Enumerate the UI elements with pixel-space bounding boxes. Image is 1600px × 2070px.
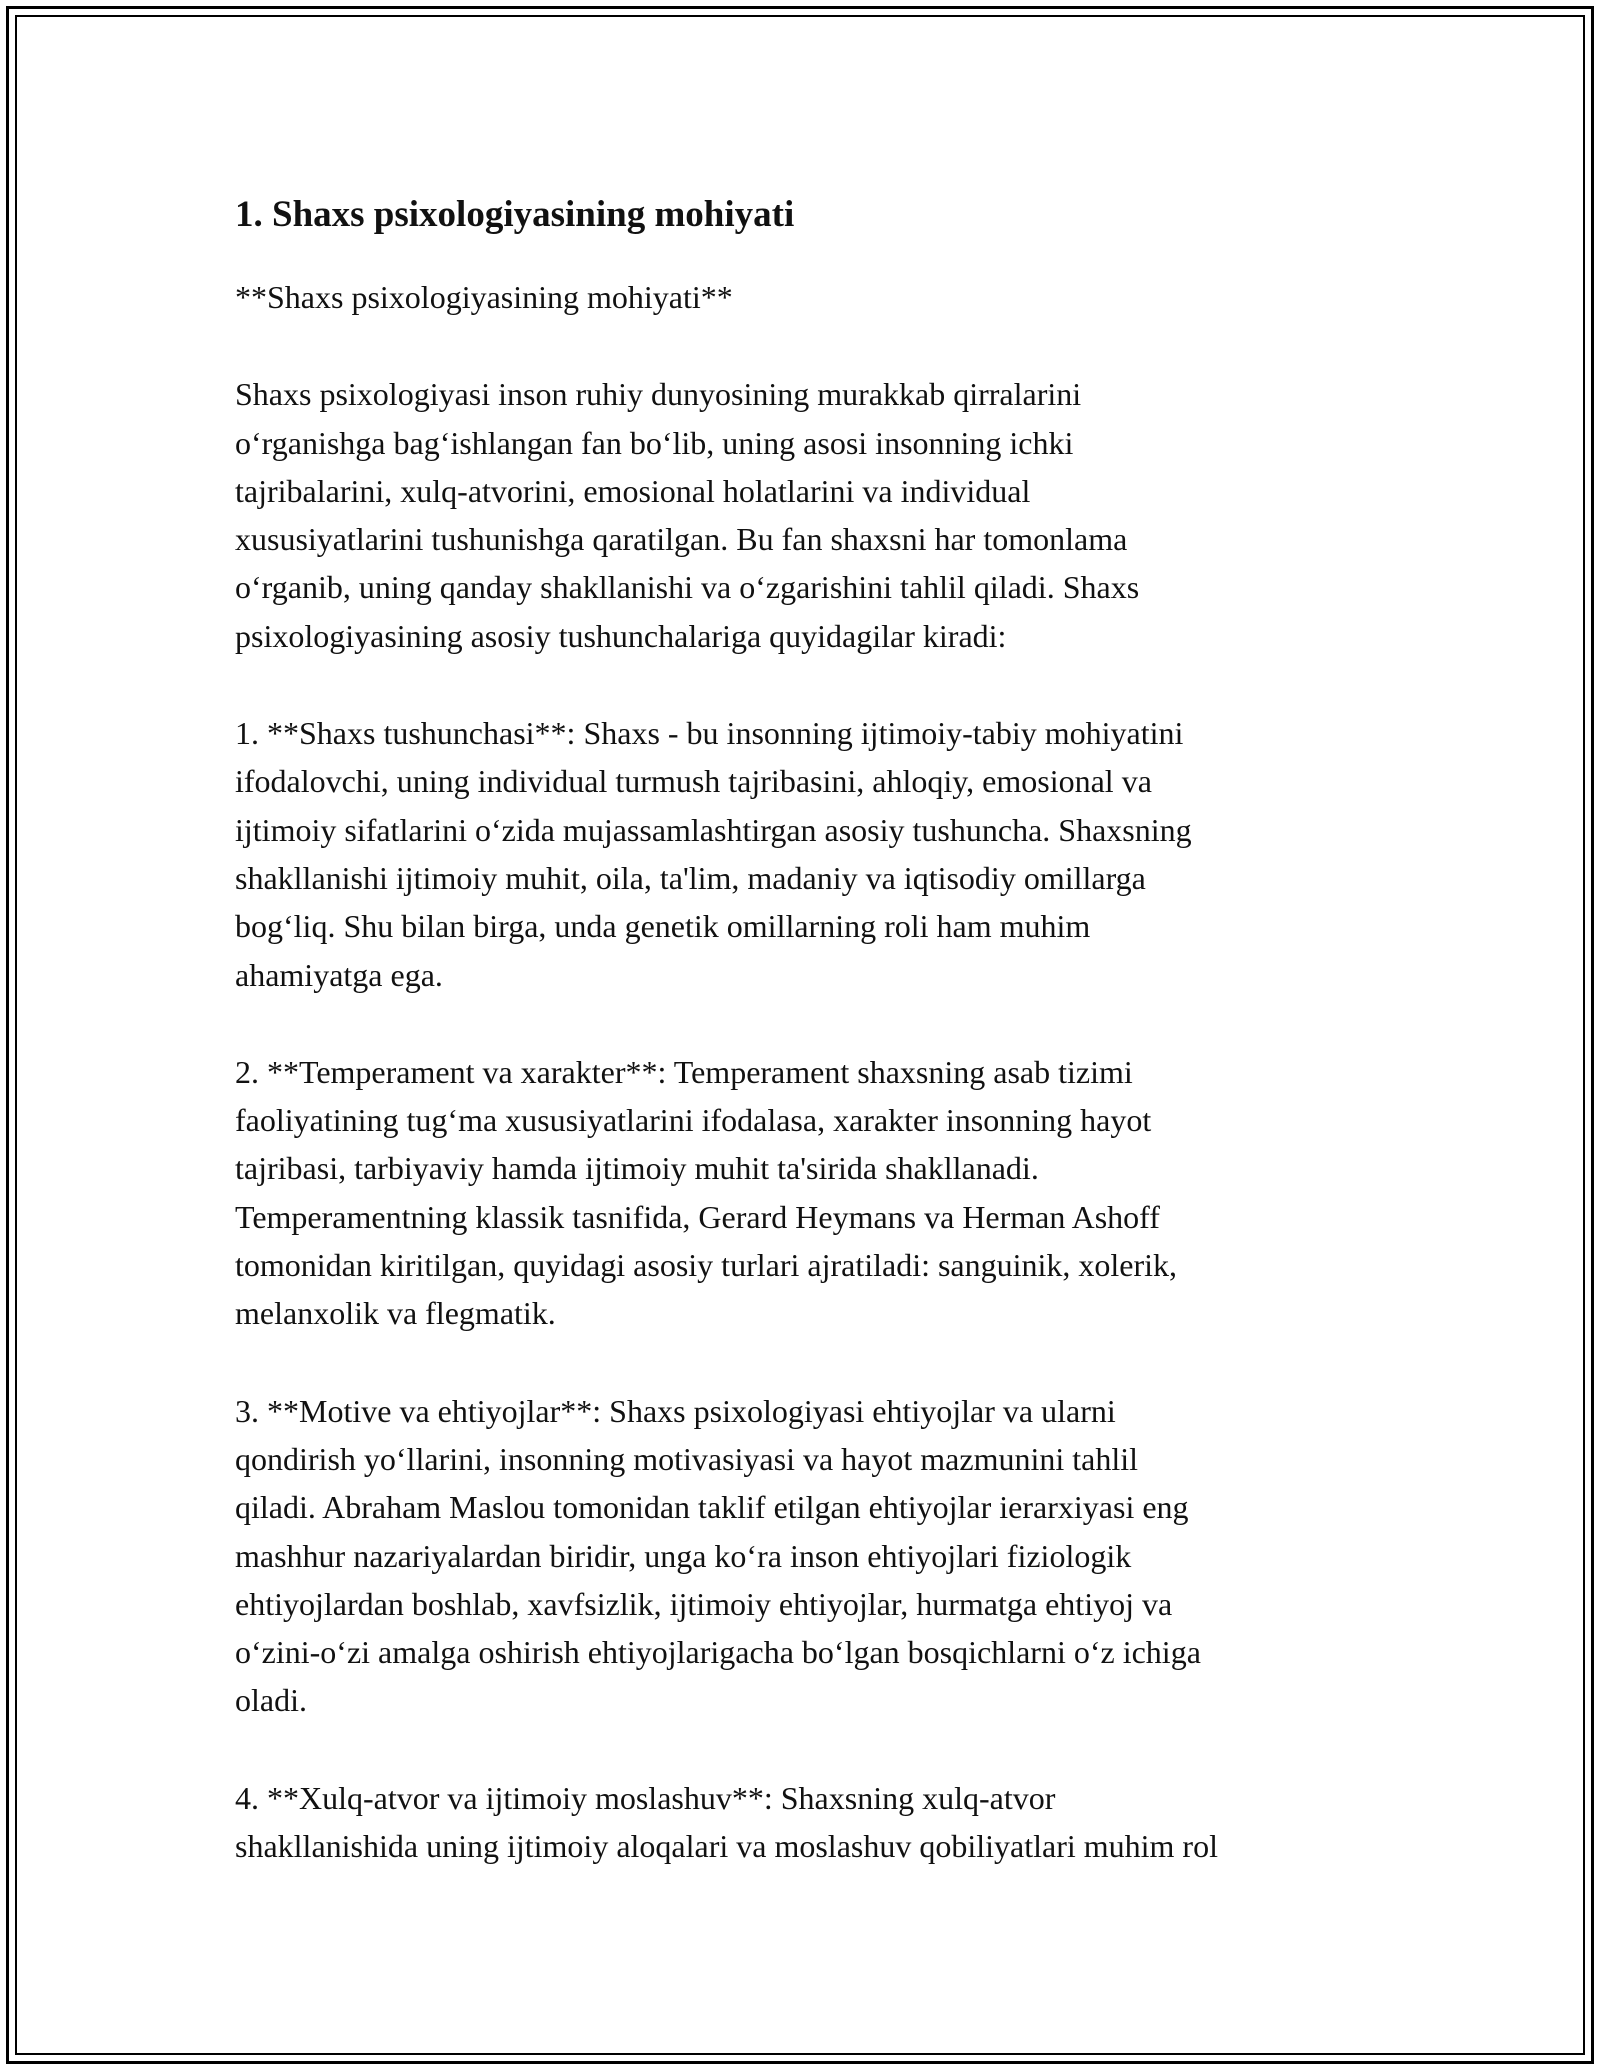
list-item-temperament: 2. **Temperament va xarakter**: Temperament shaxsning asab tizimi faoliyatining tug‘ma xususiyatlarini ifodalasa, xarakter insonning hayot tajribasi, tarbiyaviy hamda ijtimoiy muhit ta'sirida shakllanadi. Temperamentning klassik tasnifida, Gerard Heymans va Herman Ashoff tomonidan kiritilgan, quyidagi asosiy turlari ajratiladi: sanguinik, xolerik, melanxolik va flegmatik. [235,1053,1178,1332]
intro-paragraph: Shaxs psixologiyasi inson ruhiy dunyosining murakkab qirralarini o‘rganishga bag‘ishlangan fan bo‘lib, uning asosi insonning ichki tajribalarini, xulq-atvorini, emosional holatlarini va individual xususiyatlarini tushunishga qaratilgan. Bu fan shaxsni har tomonlama o‘rganib, uning qanday shakllanishi va o‘zgarishini tahlil qiladi. Shaxs psixologiyasining asosiy tushunchalariga quyidagilar kiradi: [235,376,1140,654]
list-item-shaxs-tushunchasi: 1. **Shaxs tushunchasi**: Shaxs - bu insonning ijtimoiy-tabiy mohiyatini ifodalovchi, uning individual turmush tajribasini, ahloqiy, emosional va ijtimoiy sifatlarini o‘zida mujassamlashtirgan asosiy tushuncha. Shaxsning shakllanishi ijtimoiy muhit, oila, ta'lim, madaniy va iqtisodiy omillarga bog‘liq. Shu bilan birga, unda genetik omillarning roli ham muhim ahamiyatga ega. [235,715,1192,993]
section-heading: 1. Shaxs psixologiyasining mohiyati [235,194,795,235]
list-item-motive: 3. **Motive va ehtiyojlar**: Shaxs psixologiyasi ehtiyojlar va ularni qondirish yo‘llarini, insonning motivasiyasi va hayot mazmunini tahlil qiladi. Abraham Maslou tomonidan taklif etilgan ehtiyojlar ierarxiyasi eng mashhur nazariyalardan biridir, unga ko‘ra inson ehtiyojlari fiziologik ehtiyojlardan boshlab, xavfsizlik, ijtimoiy ehtiyojlar, hurmatga ehtiyoj va o‘zini-o‘zi amalga oshirish ehtiyojlarigacha bo‘lgan bosqichlarni o‘z ichiga oladi. [235,1392,1201,1719]
subtitle-paragraph: **Shaxs psixologiyasining mohiyati** [235,279,733,315]
list-item-xulq-atvor: 4. **Xulq-atvor va ijtimoiy moslashuv**: Shaxsning xulq-atvor shakllanishida uning ijtimoiy aloqalari va moslashuv qobiliyatlari muhim rol [235,1779,1218,1865]
document-body [235,185,1385,1919]
